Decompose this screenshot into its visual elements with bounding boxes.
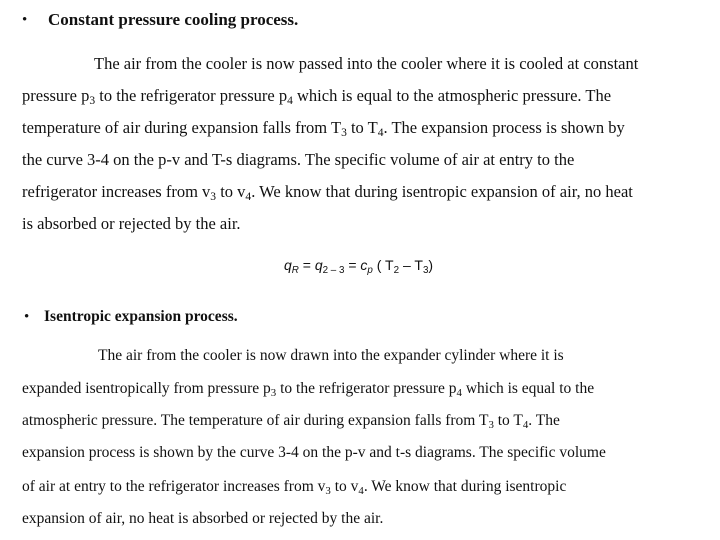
paragraph-line: The air from the cooler is now passed into the cooler where it is cooled at constant	[94, 54, 639, 73]
paragraph-line: atmospheric pressure. The temperature of air during expansion falls from $T_3$ to $T_4$. The	[22, 412, 560, 431]
paragraph-line: refrigerator increases from $v_3$ to $v_4$. We know that during isentropic expansion of air, no heat	[22, 182, 633, 203]
paragraph-line: is absorbed or rejected by the air.	[22, 214, 241, 233]
refrigeration-effect-formula: $q_R = q_{2 - 3} = c_p$ ( $T_2 - T_3$)	[284, 257, 434, 276]
bullet-1: •	[22, 12, 28, 28]
paragraph-line: expanded isentropically from pressure $p_3$ to the refrigerator pressure $p_4$ which is equal to the	[22, 380, 595, 399]
paragraph-line: expansion process is shown by the curve 3-4 on the p-v and t-s diagrams. The specific volume	[22, 444, 606, 461]
paragraph-line: temperature of air during expansion falls from $T_3$ to $T_4$. The expansion process is shown by	[22, 118, 625, 139]
paragraph-line: of air at entry to the refrigerator increases from $v_3$ to $v_4$. We know that during isentropic	[22, 478, 567, 497]
paragraph-line: expansion of air, no heat is absorbed or rejected by the air.	[22, 510, 384, 527]
paragraph-line: The air from the cooler is now drawn into the expander cylinder where it is	[98, 347, 564, 364]
section-title-isentropic-expansion: Isentropic expansion process.	[44, 308, 238, 325]
paragraph-line: the curve 3-4 on the p-v and T-s diagrams. The specific volume of air at entry to the	[22, 150, 575, 169]
bullet-2: •	[24, 309, 30, 325]
paragraph-line: pressure $p_3$ to the refrigerator pressure $p_4$ which is equal to the atmospheric pressure. The	[22, 86, 612, 107]
section-title-constant-pressure-cooling: Constant pressure cooling process.	[48, 10, 299, 29]
